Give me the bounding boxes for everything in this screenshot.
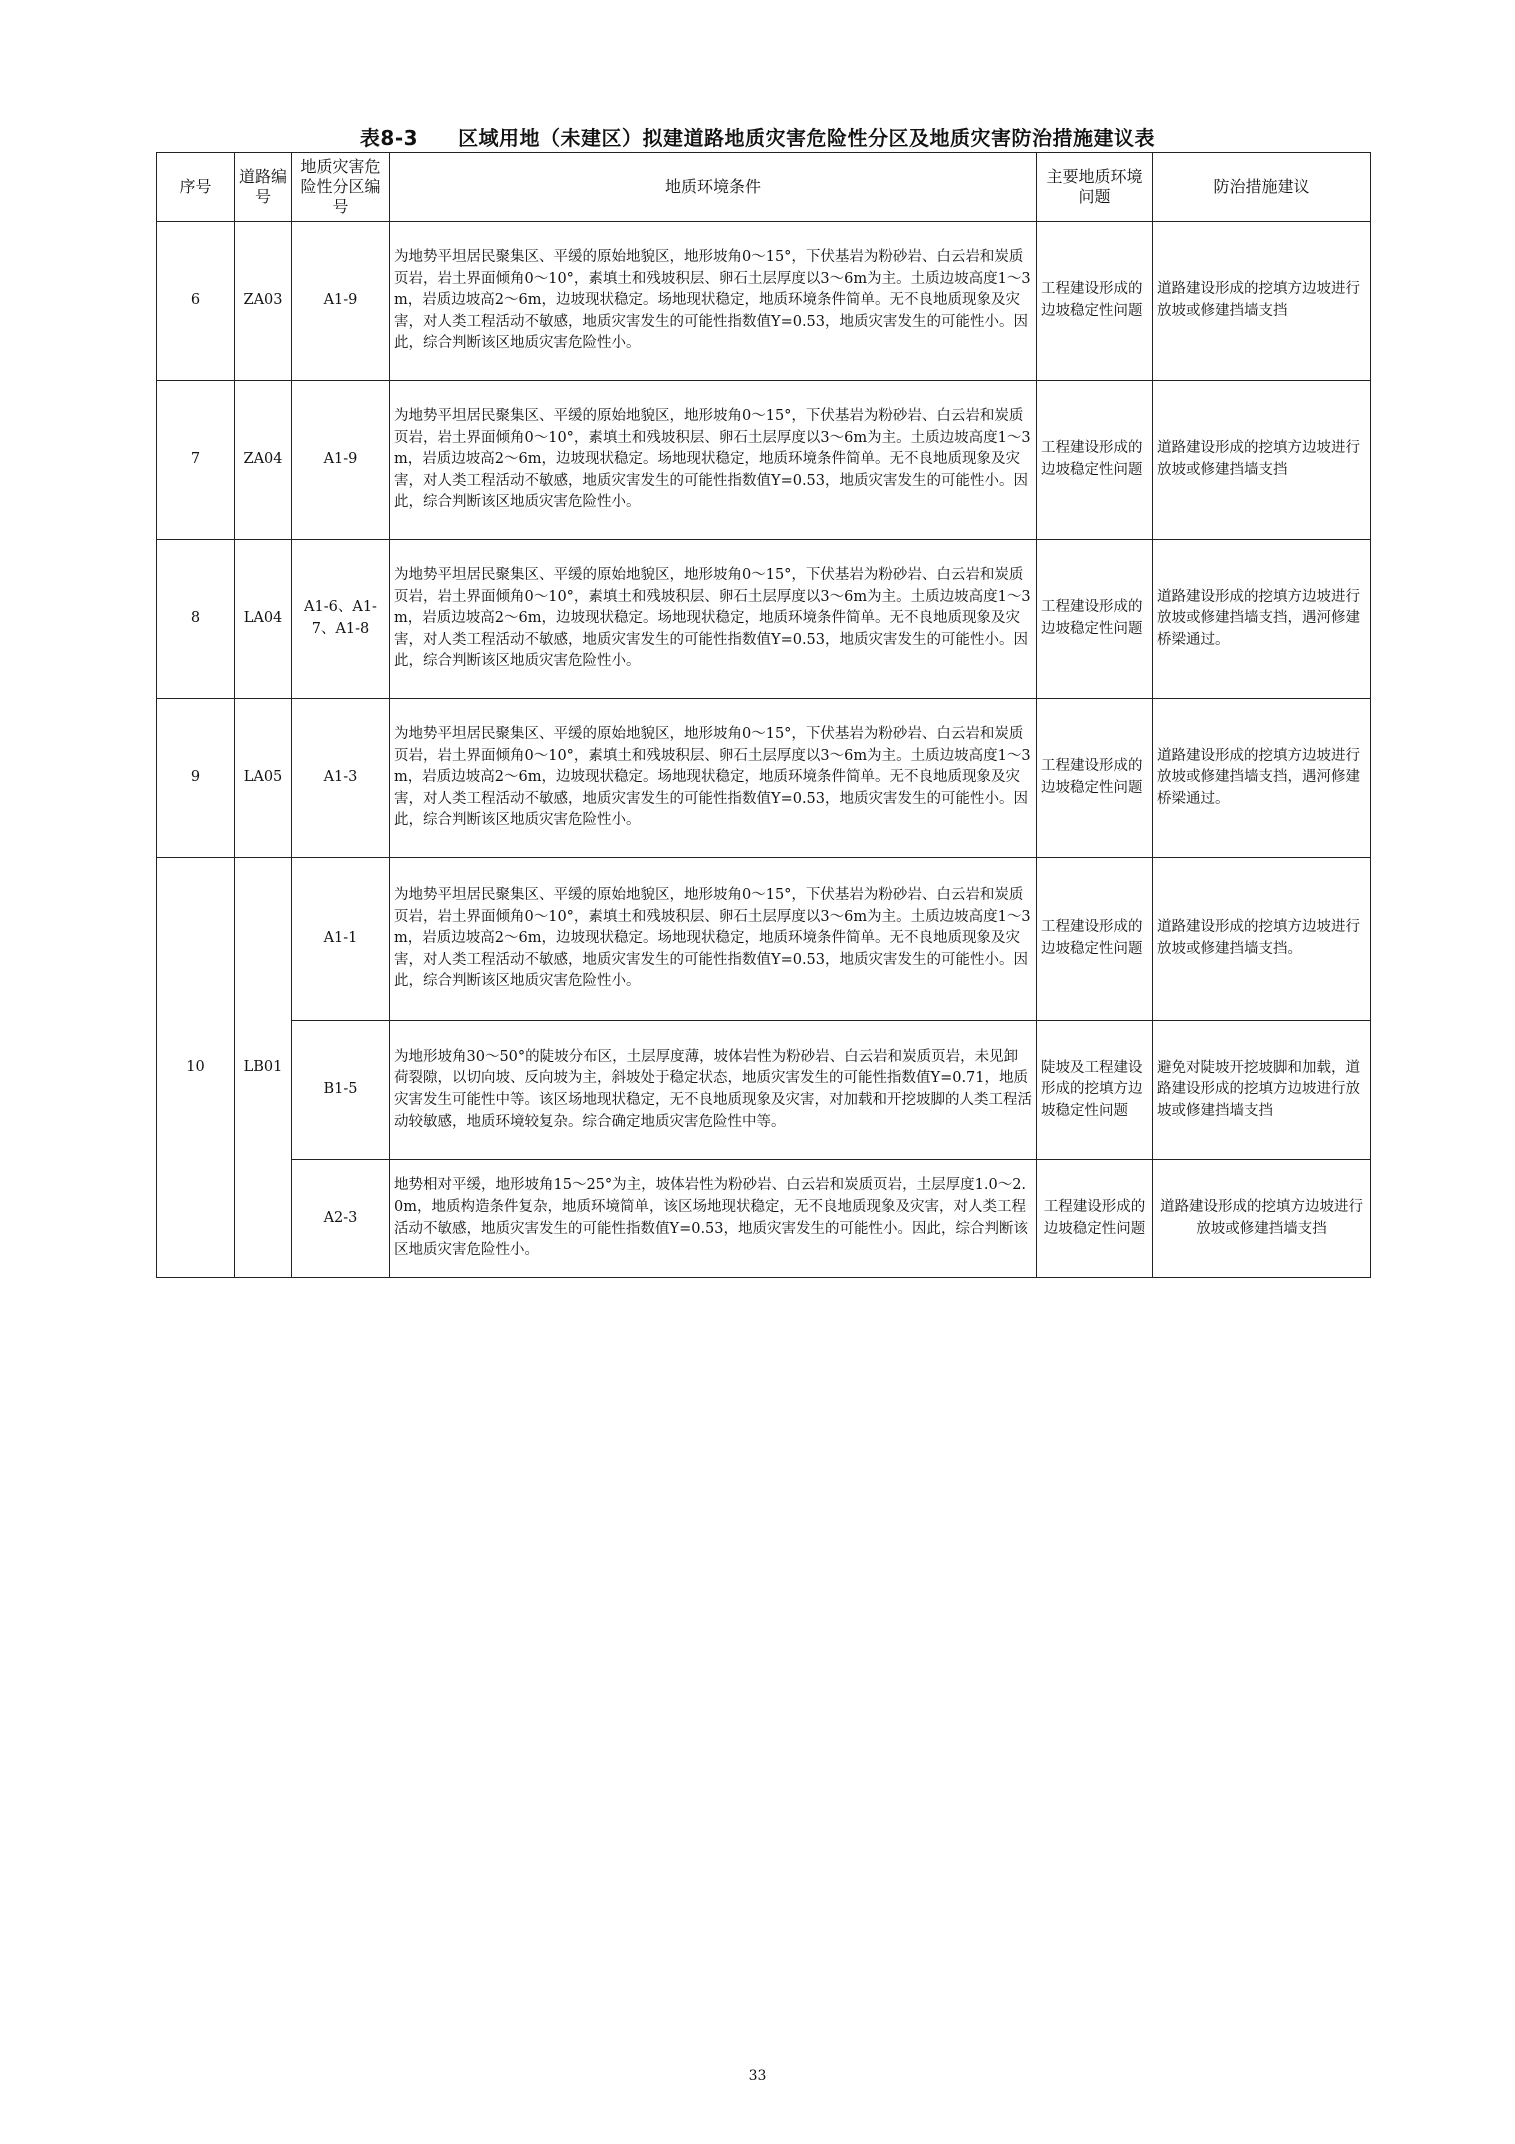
table-row — [157, 858, 1371, 1021]
cell-problem: 工程建设形成的边坡稳定性问题 — [1037, 858, 1153, 1021]
cell-zone: A1-1 — [292, 858, 390, 1021]
table-row — [157, 540, 1371, 699]
page-number: 33 — [748, 2068, 767, 2084]
cell-problem: 工程建设形成的边坡稳定性问题 — [1037, 540, 1153, 699]
cell-road: ZA03 — [235, 222, 292, 381]
cell-road: ZA04 — [235, 381, 292, 540]
cell-zone: A1-9 — [292, 222, 390, 381]
cell-measure: 道路建设形成的挖填方边坡进行放坡或修建挡墙支挡 — [1153, 1160, 1371, 1278]
cell-problem: 工程建设形成的边坡稳定性问题 — [1037, 381, 1153, 540]
cell-zone: A1-6、A1-7、A1-8 — [292, 540, 390, 699]
cell-env: 为地势平坦居民聚集区、平缓的原始地貌区，地形坡角0～15°，下伏基岩为粉砂岩、白云岩和炭质页岩，岩土界面倾角0～10°，素填土和残坡积层、卵石土层厚度以3～6m为主。土质边坡高度1～3m，岩质边坡高2～6m，边坡现状稳定。场地现状稳定，地质环境条件简单。无不良地质现象及灾害，对人类工程活动不敏感，地质灾害发生的可能性指数值Y=0.53，地质灾害发生的可能性小。因此，综合判断该区地质灾害危险性小。 — [390, 858, 1037, 1021]
table-number: 表8-3 — [359, 126, 419, 150]
cell-measure: 道路建设形成的挖填方边坡进行放坡或修建挡墙支挡。 — [1153, 858, 1371, 1021]
cell-seq: 10 — [157, 858, 235, 1278]
header-measure: 防治措施建议 — [1153, 153, 1371, 222]
cell-zone: A2-3 — [292, 1160, 390, 1278]
cell-env: 地势相对平缓，地形坡角15～25°为主，坡体岩性为粉砂岩、白云岩和炭质页岩，土层厚度1.0～2.0m，地质构造条件复杂，地质环境简单，该区场地现状稳定，无不良地质现象及灾害，对人类工程活动不敏感，地质灾害发生的可能性指数值Y=0.53，地质灾害发生的可能性小。因此，综合判断该区地质灾害危险性小。 — [390, 1160, 1037, 1278]
cell-zone: A1-3 — [292, 699, 390, 858]
cell-measure: 避免对陡坡开挖坡脚和加载，道路建设形成的挖填方边坡进行放坡或修建挡墙支挡 — [1153, 1021, 1371, 1160]
header-zone: 地质灾害危险性分区编号 — [292, 153, 390, 222]
cell-road: LA04 — [235, 540, 292, 699]
cell-seq: 7 — [157, 381, 235, 540]
cell-problem: 工程建设形成的边坡稳定性问题 — [1037, 699, 1153, 858]
cell-zone: A1-9 — [292, 381, 390, 540]
cell-seq: 6 — [157, 222, 235, 381]
cell-problem: 工程建设形成的边坡稳定性问题 — [1037, 222, 1153, 381]
cell-measure: 道路建设形成的挖填方边坡进行放坡或修建挡墙支挡 — [1153, 222, 1371, 381]
cell-measure: 道路建设形成的挖填方边坡进行放坡或修建挡墙支挡 — [1153, 381, 1371, 540]
table-row — [157, 381, 1371, 540]
cell-env: 为地势平坦居民聚集区、平缓的原始地貌区，地形坡角0～15°，下伏基岩为粉砂岩、白云岩和炭质页岩，岩土界面倾角0～10°，素填土和残坡积层、卵石土层厚度以3～6m为主。土质边坡高度1～3m，岩质边坡高2～6m，边坡现状稳定。场地现状稳定，地质环境条件简单。无不良地质现象及灾害，对人类工程活动不敏感，地质灾害发生的可能性指数值Y=0.53，地质灾害发生的可能性小。因此，综合判断该区地质灾害危险性小。 — [390, 699, 1037, 858]
cell-env: 为地势平坦居民聚集区、平缓的原始地貌区，地形坡角0～15°，下伏基岩为粉砂岩、白云岩和炭质页岩，岩土界面倾角0～10°，素填土和残坡积层、卵石土层厚度以3～6m为主。土质边坡高度1～3m，岩质边坡高2～6m，边坡现状稳定。场地现状稳定，地质环境条件简单。无不良地质现象及灾害，对人类工程活动不敏感，地质灾害发生的可能性指数值Y=0.53，地质灾害发生的可能性小。因此，综合判断该区地质灾害危险性小。 — [390, 381, 1037, 540]
hazard-zoning-table — [156, 152, 1371, 1278]
table-row — [157, 1021, 1371, 1160]
header-env: 地质环境条件 — [390, 153, 1037, 222]
table-header-row — [157, 153, 1371, 222]
table-title — [0, 122, 1515, 151]
cell-road: LB01 — [235, 858, 292, 1278]
cell-measure: 道路建设形成的挖填方边坡进行放坡或修建挡墙支挡，遇河修建桥梁通过。 — [1153, 699, 1371, 858]
cell-env: 为地势平坦居民聚集区、平缓的原始地貌区，地形坡角0～15°，下伏基岩为粉砂岩、白云岩和炭质页岩，岩土界面倾角0～10°，素填土和残坡积层、卵石土层厚度以3～6m为主。土质边坡高度1～3m，岩质边坡高2～6m，边坡现状稳定。场地现状稳定，地质环境条件简单。无不良地质现象及灾害，对人类工程活动不敏感，地质灾害发生的可能性指数值Y=0.53，地质灾害发生的可能性小。因此，综合判断该区地质灾害危险性小。 — [390, 540, 1037, 699]
cell-road: LA05 — [235, 699, 292, 858]
cell-problem: 工程建设形成的边坡稳定性问题 — [1037, 1160, 1153, 1278]
table-title-text: 区域用地（未建区）拟建道路地质灾害危险性分区及地质灾害防治措施建议表 — [458, 126, 1156, 150]
cell-seq: 9 — [157, 699, 235, 858]
cell-seq: 8 — [157, 540, 235, 699]
cell-zone: B1-5 — [292, 1021, 390, 1160]
cell-problem: 陡坡及工程建设形成的挖填方边坡稳定性问题 — [1037, 1021, 1153, 1160]
cell-measure: 道路建设形成的挖填方边坡进行放坡或修建挡墙支挡，遇河修建桥梁通过。 — [1153, 540, 1371, 699]
header-problem: 主要地质环境问题 — [1037, 153, 1153, 222]
cell-env: 为地势平坦居民聚集区、平缓的原始地貌区，地形坡角0～15°，下伏基岩为粉砂岩、白云岩和炭质页岩，岩土界面倾角0～10°，素填土和残坡积层、卵石土层厚度以3～6m为主。土质边坡高度1～3m，岩质边坡高2～6m，边坡现状稳定。场地现状稳定，地质环境条件简单。无不良地质现象及灾害，对人类工程活动不敏感，地质灾害发生的可能性指数值Y=0.53，地质灾害发生的可能性小。因此，综合判断该区地质灾害危险性小。 — [390, 222, 1037, 381]
table-row — [157, 222, 1371, 381]
table-row — [157, 1160, 1371, 1278]
header-road: 道路编号 — [235, 153, 292, 222]
table-row — [157, 699, 1371, 858]
header-seq: 序号 — [157, 153, 235, 222]
cell-env: 为地形坡角30～50°的陡坡分布区，土层厚度薄，坡体岩性为粉砂岩、白云岩和炭质页岩，未见卸荷裂隙，以切向坡、反向坡为主，斜坡处于稳定状态，地质灾害发生的可能性指数值Y=0.71，地质灾害发生可能性中等。该区场地现状稳定，无不良地质现象及灾害，对加载和开挖坡脚的人类工程活动较敏感，地质环境较复杂。综合确定地质灾害危险性中等。 — [390, 1021, 1037, 1160]
